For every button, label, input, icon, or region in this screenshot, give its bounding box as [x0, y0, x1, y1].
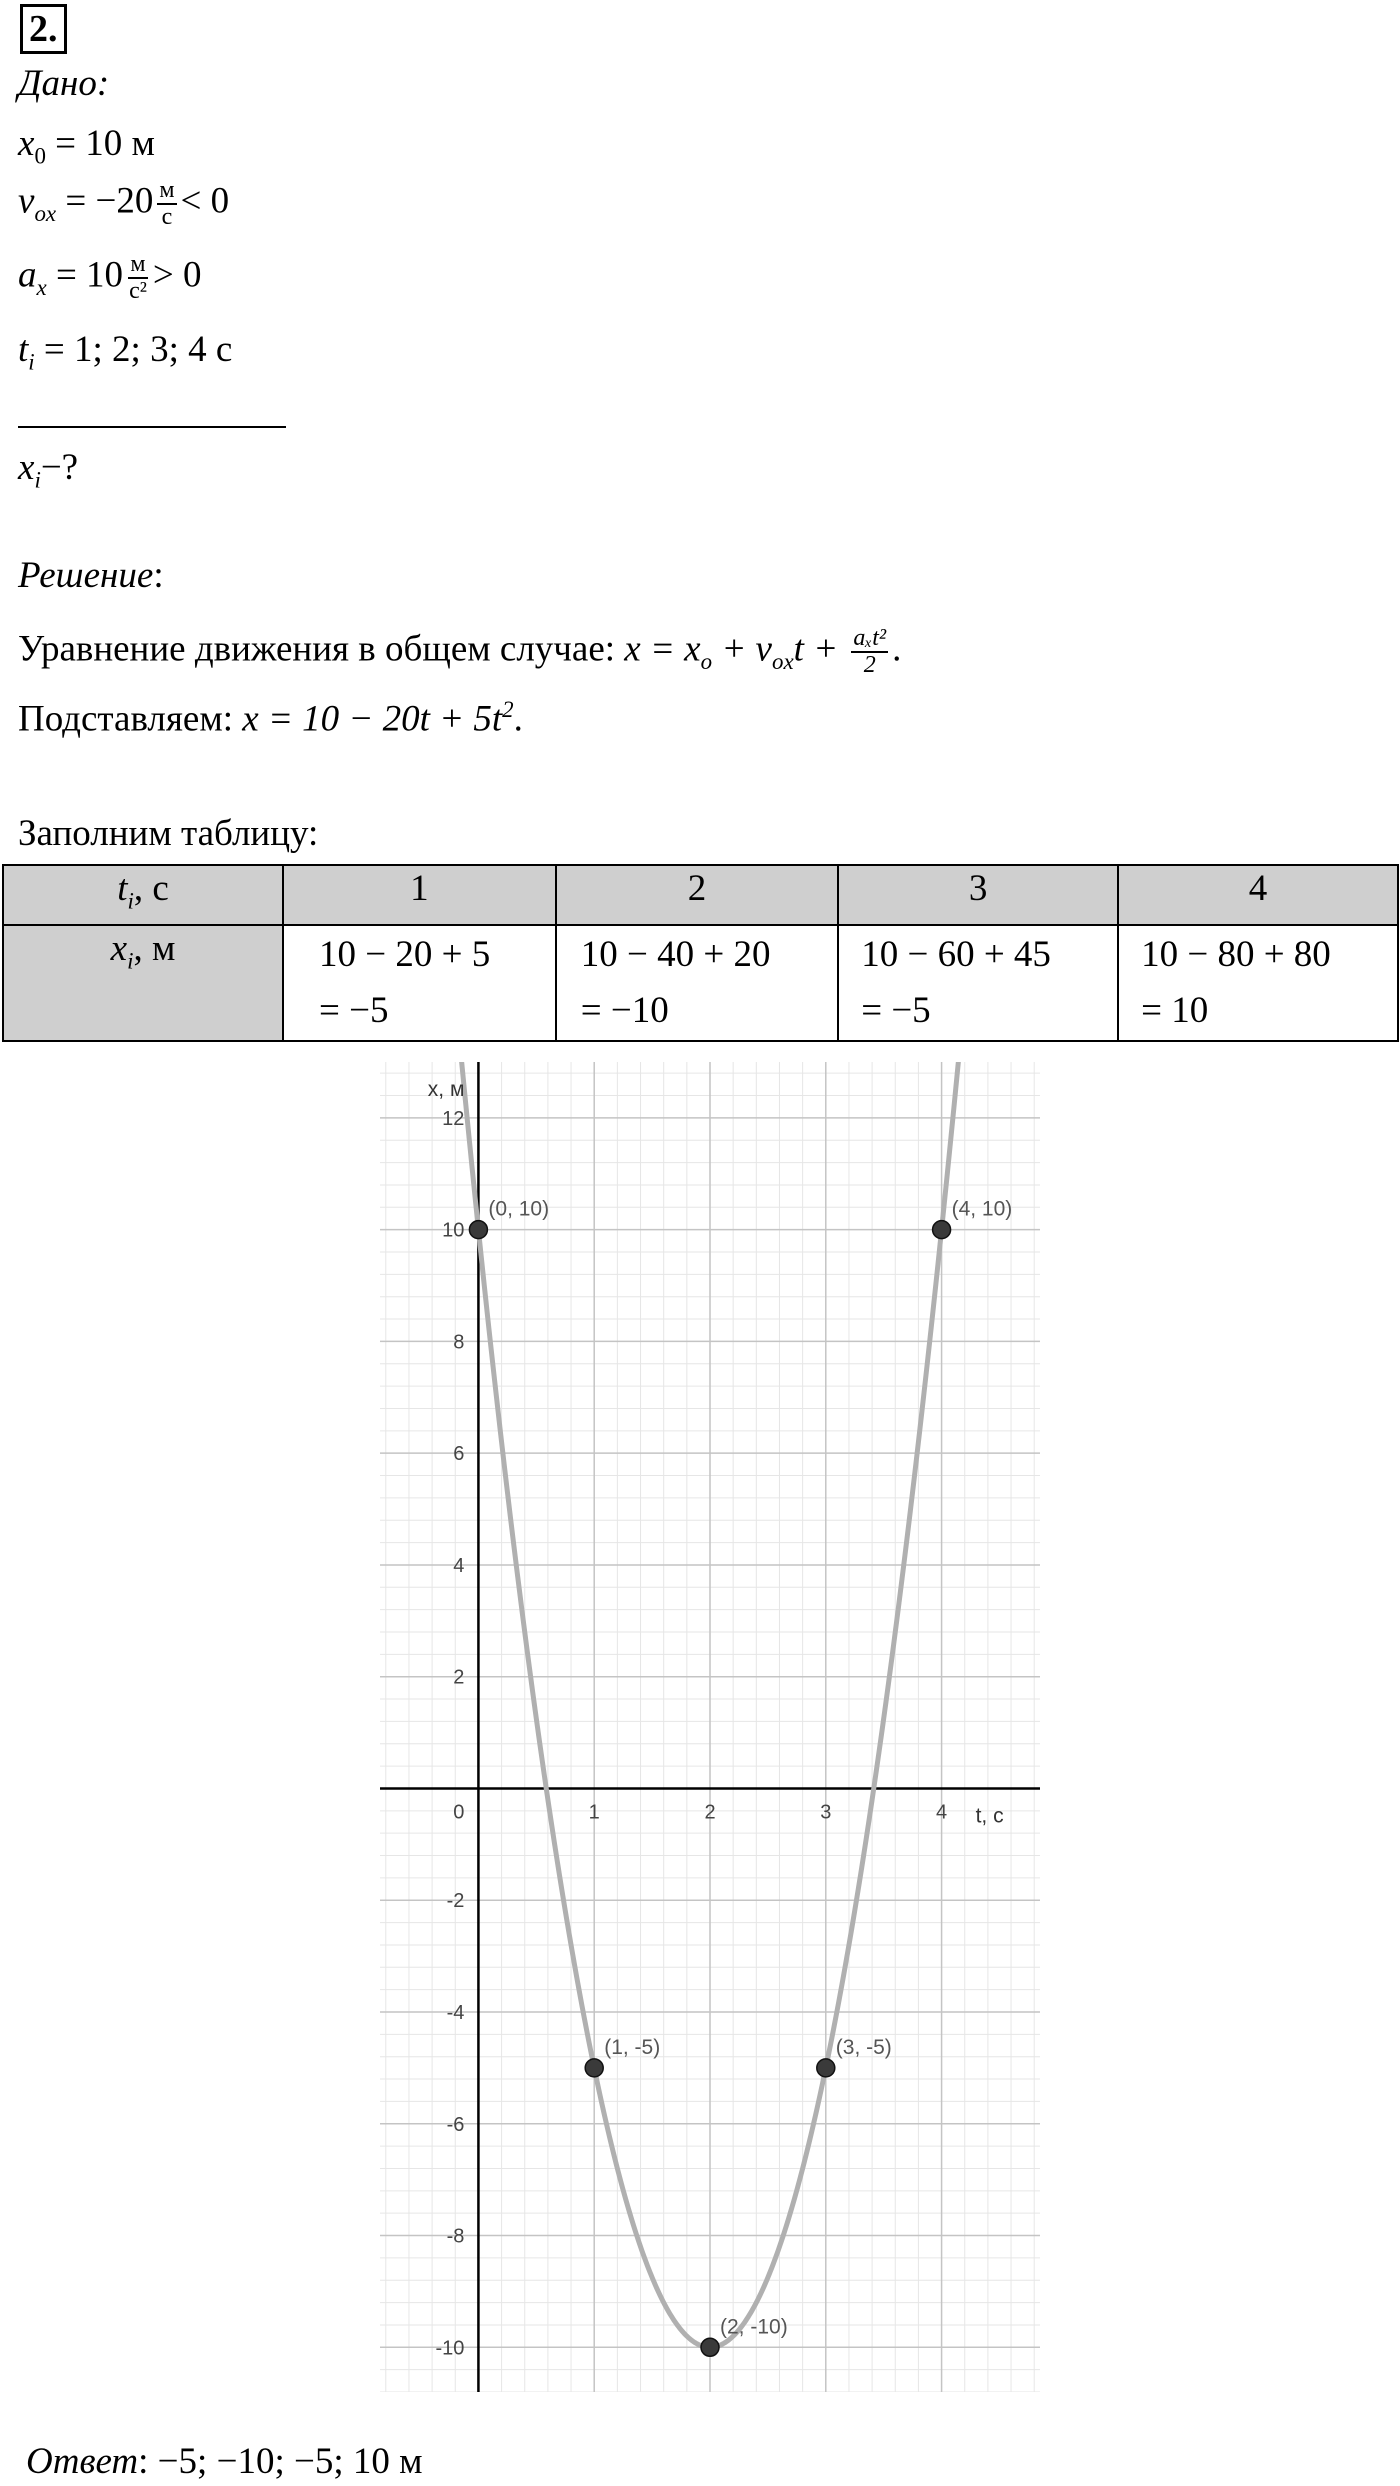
- substituted-text: Подставляем:: [18, 698, 243, 740]
- x-tick-label: 3: [820, 1801, 832, 1824]
- t-values: = 1; 2; 3; 4 с: [34, 329, 233, 370]
- given-times: [18, 328, 232, 376]
- position-time-chart: [380, 1062, 1040, 2392]
- general-equation-sub-ox: ox: [771, 649, 794, 675]
- time-head-unit: , с: [133, 868, 169, 909]
- t-subscript: i: [28, 349, 35, 375]
- data-point-label: (0, 10): [488, 1197, 550, 1221]
- calc-1-line2: = −5: [319, 990, 389, 1031]
- x-tick-label: 4: [936, 1801, 948, 1824]
- general-fraction-num: aₓt²: [851, 626, 888, 653]
- v-unit-den: с: [161, 204, 173, 231]
- general-equation-t: t +: [793, 628, 848, 670]
- y-tick-label: -8: [446, 2225, 465, 2248]
- general-equation-formula: x = x: [624, 628, 701, 670]
- answer-label: Ответ: [26, 2441, 139, 2482]
- general-equation-fraction: [851, 626, 888, 678]
- y-axis-label: x, м: [427, 1078, 465, 1101]
- y-tick-label: -2: [446, 1890, 465, 1913]
- x-tick-label: 1: [588, 1801, 600, 1824]
- table-calc-1: [283, 925, 556, 1041]
- y-tick-label: 8: [453, 1331, 465, 1354]
- table-row-time: [3, 865, 1398, 925]
- v-subscript: ox: [34, 201, 57, 227]
- y-tick-label: 10: [442, 1219, 465, 1242]
- answer-line: [26, 2440, 423, 2484]
- data-point: [701, 2338, 719, 2356]
- a-unit-den: с²: [129, 278, 147, 305]
- y-tick-label: 6: [453, 1443, 465, 1466]
- calc-1-line1: 10 − 20 + 5: [319, 934, 491, 975]
- data-point: [933, 1221, 951, 1239]
- general-equation-text: Уравнение движения в общем случае:: [18, 628, 625, 670]
- x-tick-label: 2: [704, 1801, 716, 1824]
- table-intro: Заполним таблицу:: [18, 813, 319, 854]
- calc-2-line1: 10 − 40 + 20: [580, 934, 771, 975]
- problem-number: 2.: [20, 4, 67, 54]
- x0-symbol: x: [18, 123, 35, 164]
- table-head-position: [3, 925, 283, 1041]
- substituted-sup: 2: [502, 697, 514, 722]
- origin-label: 0: [453, 1801, 465, 1824]
- position-head-symbol: x: [110, 928, 128, 969]
- find-question: −?: [40, 447, 79, 488]
- given-divider: [18, 426, 286, 428]
- time-head-sub: i: [127, 888, 134, 914]
- data-point: [585, 2059, 603, 2077]
- general-equation-end: .: [892, 628, 902, 670]
- answer-value: : −5; −10; −5; 10 м: [138, 2441, 423, 2482]
- x0-subscript: 0: [34, 143, 46, 169]
- solution-label: [18, 554, 164, 598]
- table-head-time: [3, 865, 283, 925]
- t-symbol: t: [18, 329, 29, 370]
- a-unit-fraction: [127, 252, 149, 304]
- calc-2-line2: = −10: [580, 990, 669, 1031]
- a-subscript: x: [36, 275, 47, 301]
- data-point-label: (2, -10): [720, 2315, 788, 2339]
- table-calc-3: [838, 925, 1118, 1041]
- table-time-1: 1: [283, 865, 556, 925]
- values-table: [2, 864, 1399, 1042]
- table-time-3: 3: [838, 865, 1118, 925]
- x0-value: = 10 м: [45, 123, 155, 164]
- y-tick-label: -10: [435, 2337, 465, 2360]
- position-head-unit: , м: [133, 928, 176, 969]
- table-calc-2: [556, 925, 838, 1041]
- v-symbol: v: [18, 180, 35, 222]
- v-unit-num: м: [157, 178, 176, 205]
- find-subscript: i: [34, 467, 41, 493]
- a-symbol: a: [18, 254, 37, 296]
- y-tick-label: 4: [453, 1554, 465, 1577]
- given-x0: [18, 122, 155, 170]
- calc-3-line1: 10 − 60 + 45: [861, 934, 1051, 975]
- y-tick-label: -6: [446, 2113, 465, 2136]
- v-value: = −20: [56, 180, 154, 222]
- find-symbol: x: [18, 447, 35, 488]
- data-points: [469, 1198, 1012, 2357]
- a-sign: > 0: [152, 254, 202, 296]
- solution-colon: :: [153, 555, 164, 596]
- substituted-equation: [18, 696, 523, 742]
- given-acceleration: [18, 252, 202, 304]
- table-calc-4: [1118, 925, 1398, 1041]
- given-velocity: [18, 178, 229, 230]
- substituted-end: .: [513, 698, 523, 740]
- position-head-sub: i: [127, 948, 134, 974]
- v-sign: < 0: [180, 180, 230, 222]
- calc-4-line2: = 10: [1141, 990, 1209, 1031]
- given-label: Дано:: [18, 63, 110, 104]
- y-tick-label: 12: [442, 1107, 465, 1130]
- general-equation-mid: + v: [712, 628, 772, 670]
- data-point-label: (4, 10): [951, 1197, 1013, 1221]
- tick-labels: [436, 1108, 948, 2359]
- calc-4-line1: 10 − 80 + 80: [1141, 934, 1331, 975]
- data-point: [469, 1221, 487, 1239]
- v-unit-fraction: [157, 178, 176, 230]
- find-line: [18, 446, 78, 494]
- general-equation-sub-o: o: [700, 649, 713, 675]
- general-equation: [18, 626, 901, 678]
- solution-word: Решение: [18, 555, 154, 596]
- y-tick-label: 2: [453, 1666, 465, 1689]
- table-time-2: 2: [556, 865, 838, 925]
- a-value: = 10: [46, 254, 124, 296]
- a-unit-num: м: [128, 252, 147, 279]
- data-point-label: (1, -5): [604, 2035, 661, 2059]
- table-row-position: [3, 925, 1398, 1041]
- data-point: [817, 2059, 835, 2077]
- time-head-symbol: t: [117, 868, 128, 909]
- calc-3-line2: = −5: [861, 990, 931, 1031]
- y-tick-label: -4: [446, 2002, 465, 2024]
- general-fraction-den: 2: [863, 652, 876, 679]
- table-time-4: 4: [1118, 865, 1398, 925]
- substituted-formula: x = 10 − 20t + 5t: [242, 698, 503, 740]
- data-point-label: (3, -5): [835, 2035, 892, 2059]
- x-axis-label: t, с: [975, 1804, 1004, 1828]
